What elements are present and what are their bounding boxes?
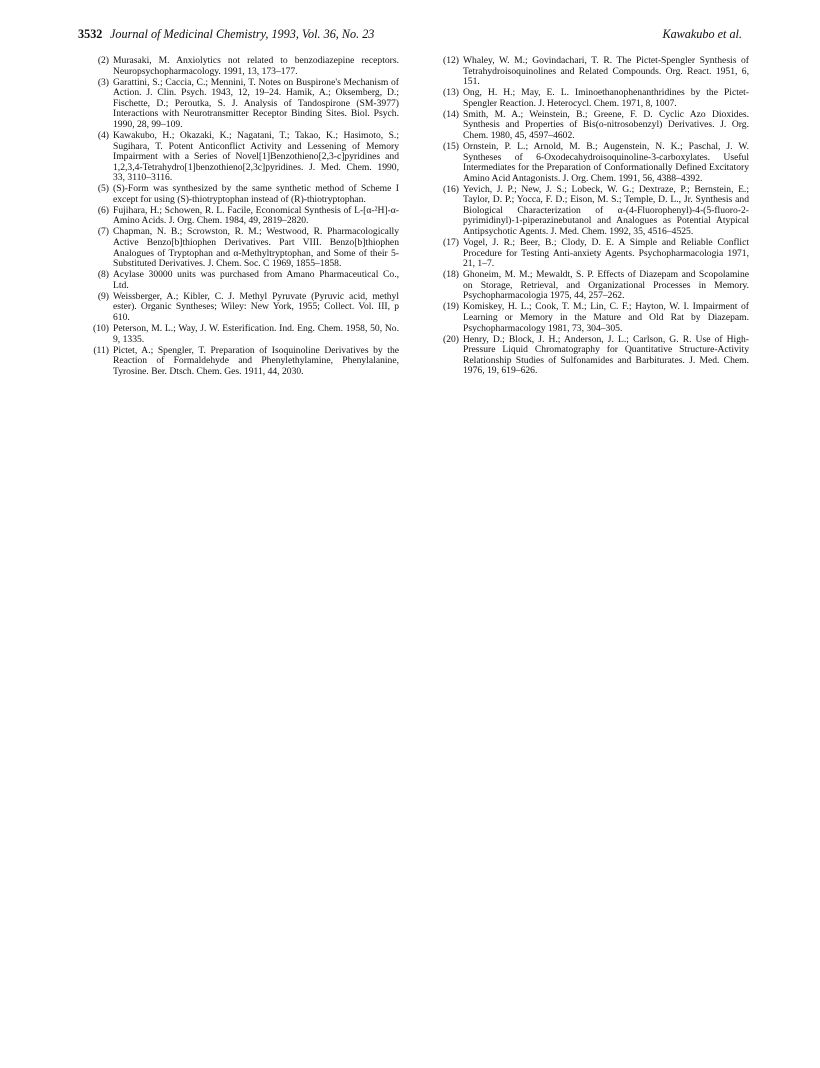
reference-entry bbox=[79, 131, 399, 184]
reference-number: (18) bbox=[443, 269, 459, 281]
reference-text: Chapman, N. B.; Scrowston, R. M.; Westwood, R. Pharmacologically Active Benzo[b]thiophen Derivatives. Part VIII. Benzo[b]thiophen Analogues of Tryptophan and α-Methyltryptophan, and Some of their 5-Substituted Derivatives. J. Chem. Soc. C 1969, 1855–1858. bbox=[113, 226, 399, 270]
references-right-column bbox=[429, 56, 749, 377]
reference-entry bbox=[429, 335, 749, 377]
reference-entry bbox=[79, 206, 399, 227]
reference-number: (6) bbox=[97, 204, 109, 216]
reference-text: Murasaki, M. Anxiolytics not related to benzodiazepine receptors. Neuropsychopharmacology. 1991, 13, 173–177. bbox=[113, 55, 399, 77]
reference-entry bbox=[79, 56, 399, 77]
reference-number: (9) bbox=[97, 290, 109, 302]
reference-number: (17) bbox=[443, 237, 459, 249]
reference-entry bbox=[79, 184, 399, 205]
reference-entry bbox=[429, 238, 749, 270]
reference-number: (3) bbox=[97, 76, 109, 88]
reference-text: Kawakubo, H.; Okazaki, K.; Nagatani, T.; Takao, K.; Hasimoto, S.; Sugihara, T. Potent Anticonflict Activity and Lessening of Memory Impairment with a Series of Novel[1]Benzothieno[2,3-c]pyridines and 1,2,3,4-Tetrahydro[1]benzothieno[2,3c]pyridines. J. Med. Chem. 1990, 33, 3110–3116. bbox=[113, 129, 399, 184]
running-header bbox=[78, 27, 742, 45]
reference-number: (11) bbox=[93, 344, 109, 356]
reference-number: (16) bbox=[443, 183, 459, 195]
reference-entry bbox=[429, 88, 749, 109]
reference-text: Komiskey, H. L.; Cook, T. M.; Lin, C. F.; Hayton, W. I. Impairment of Learning or Memory in the Mature and Old Rat by Diazepam. Psychopharmacology 1981, 73, 304–305. bbox=[463, 301, 749, 334]
reference-entry bbox=[429, 110, 749, 142]
reference-text: Ghoneim, M. M.; Mewaldt, S. P. Effects of Diazepam and Scopolamine on Storage, Retrieval, and Organizational Processes in Memory. Psychopharmacologia 1975, 44, 257–262. bbox=[463, 269, 749, 302]
reference-entry bbox=[79, 292, 399, 324]
reference-text: Vogel, J. R.; Beer, B.; Clody, D. E. A Simple and Reliable Conflict Procedure for Testing Anti-anxiety Agents. Psychopharmacologia 1971, 21, 1–7. bbox=[463, 237, 749, 270]
reference-text: Acylase 30000 units was purchased from Amano Pharmaceutical Co., Ltd. bbox=[113, 269, 399, 291]
reference-text: Smith, M. A.; Weinstein, B.; Greene, F. D. Cyclic Azo Dioxides. Synthesis and Properties of Bis(o-nitrosobenzyl) Derivatives. J. Org. Chem. 1980, 45, 4597–4602. bbox=[463, 108, 749, 141]
reference-number: (8) bbox=[97, 269, 109, 281]
reference-text: (S)-Form was synthesized by the same synthetic method of Scheme I except for using (S)-thiotryptophan instead of (R)-thiotryptophan. bbox=[113, 183, 399, 205]
reference-entry bbox=[79, 346, 399, 378]
reference-entry bbox=[429, 185, 749, 238]
reference-number: (7) bbox=[97, 226, 109, 238]
reference-text: Pictet, A.; Spengler, T. Preparation of Isoquinoline Derivatives by the Reaction of Formaldehyde and Phenylethylamine, Phenylalanine, Tyrosine. Ber. Dtsch. Chem. Ges. 1911, 44, 2030. bbox=[113, 344, 399, 377]
reference-number: (20) bbox=[443, 333, 459, 345]
reference-entry bbox=[79, 324, 399, 345]
reference-number: (14) bbox=[443, 108, 459, 120]
reference-text: Yevich, J. P.; New, J. S.; Lobeck, W. G.; Dextraze, P.; Bernstein, E.; Taylor, D. P.; Yocca, F. D.; Eison, M. S.; Temple, D. L., Jr. Synthesis and Biological Characterization of α-(4-Fluorophenyl)-4-(5-fluoro-2-pyrimidinyl)-1-piperazinebutanol and Analogues as Potential Atypical Antipsychotic Agents. J. Med. Chem. 1992, 35, 4516–4525. bbox=[463, 183, 749, 238]
reference-entry bbox=[429, 270, 749, 302]
reference-text: Ornstein, P. L.; Arnold, M. B.; Augenstein, N. K.; Paschal, J. W. Syntheses of 6-Oxodecahydroisoquinoline-3-carboxylates. Useful Intermediates for the Preparation of Conformationally Defined Excitatory Amino Acid Antagonists. J. Org. Chem. 1991, 56, 4388–4392. bbox=[463, 140, 749, 184]
reference-number: (19) bbox=[443, 301, 459, 313]
reference-number: (12) bbox=[443, 55, 459, 66]
reference-entry bbox=[79, 227, 399, 269]
reference-text: Fujihara, H.; Schowen, R. L. Facile, Economical Synthesis of L-[α-²H]-α-Amino Acids. J. Org. Chem. 1984, 49, 2819–2820. bbox=[113, 204, 399, 227]
reference-text: Peterson, M. L.; Way, J. W. Esterification. Ind. Eng. Chem. 1958, 50, No. 9, 1335. bbox=[113, 322, 399, 345]
reference-entry bbox=[429, 56, 749, 88]
reference-text: Ong, H. H.; May, E. L. Iminoethanophenanthridines by the Pictet-Spengler Reaction. J. Heterocycl. Chem. 1971, 8, 1007. bbox=[463, 87, 749, 109]
reference-text: Weissberger, A.; Kibler, C. J. Methyl Pyruvate (Pyruvic acid, methyl ester). Organic Syntheses; Wiley: New York, 1955; Collect. Vol. III, p 610. bbox=[113, 290, 399, 323]
reference-number: (13) bbox=[443, 87, 459, 99]
running-authors: Kawakubo et al. bbox=[662, 27, 742, 41]
reference-entry bbox=[429, 302, 749, 334]
reference-entry bbox=[429, 142, 749, 184]
reference-text: Whaley, W. M.; Govindachari, T. R. The Pictet-Spengler Synthesis of Tetrahydroisoquinolines and Related Compounds. Org. React. 1951, 6, 151. bbox=[463, 55, 749, 88]
reference-number: (5) bbox=[97, 183, 109, 195]
reference-number: (4) bbox=[97, 129, 109, 141]
references-left-column bbox=[79, 56, 399, 378]
reference-entry bbox=[79, 270, 399, 291]
reference-text: Garattini, S.; Caccia, C.; Mennini, T. Notes on Buspirone's Mechanism of Action. J. Clin. Psych. 1943, 12, 19–24. Hamik, A.; Oksemberg, D.; Fischette, D.; Peroutka, S. J. Analysis of Tandospirone (SM-3977) Interactions with Neurotransmitter Receptor Binding Sites. Biol. Psych. 1990, 28, 99–109. bbox=[113, 76, 399, 130]
reference-number: (2) bbox=[97, 55, 109, 66]
reference-text: Henry, D.; Block, J. H.; Anderson, J. L.; Carlson, G. R. Use of High-Pressure Liquid Chromatography for Quantitative Structure-Activity Relationship Studies of Sulfonamides and Barbiturates. J. Med. Chem. 1976, 19, 619–626. bbox=[463, 333, 749, 377]
reference-entry bbox=[79, 78, 399, 131]
reference-number: (15) bbox=[443, 140, 459, 152]
journal-citation: Journal of Medicinal Chemistry, 1993, Vol. 36, No. 23 bbox=[110, 27, 375, 41]
reference-number: (10) bbox=[93, 322, 109, 334]
page-number: 3532 bbox=[78, 27, 103, 41]
